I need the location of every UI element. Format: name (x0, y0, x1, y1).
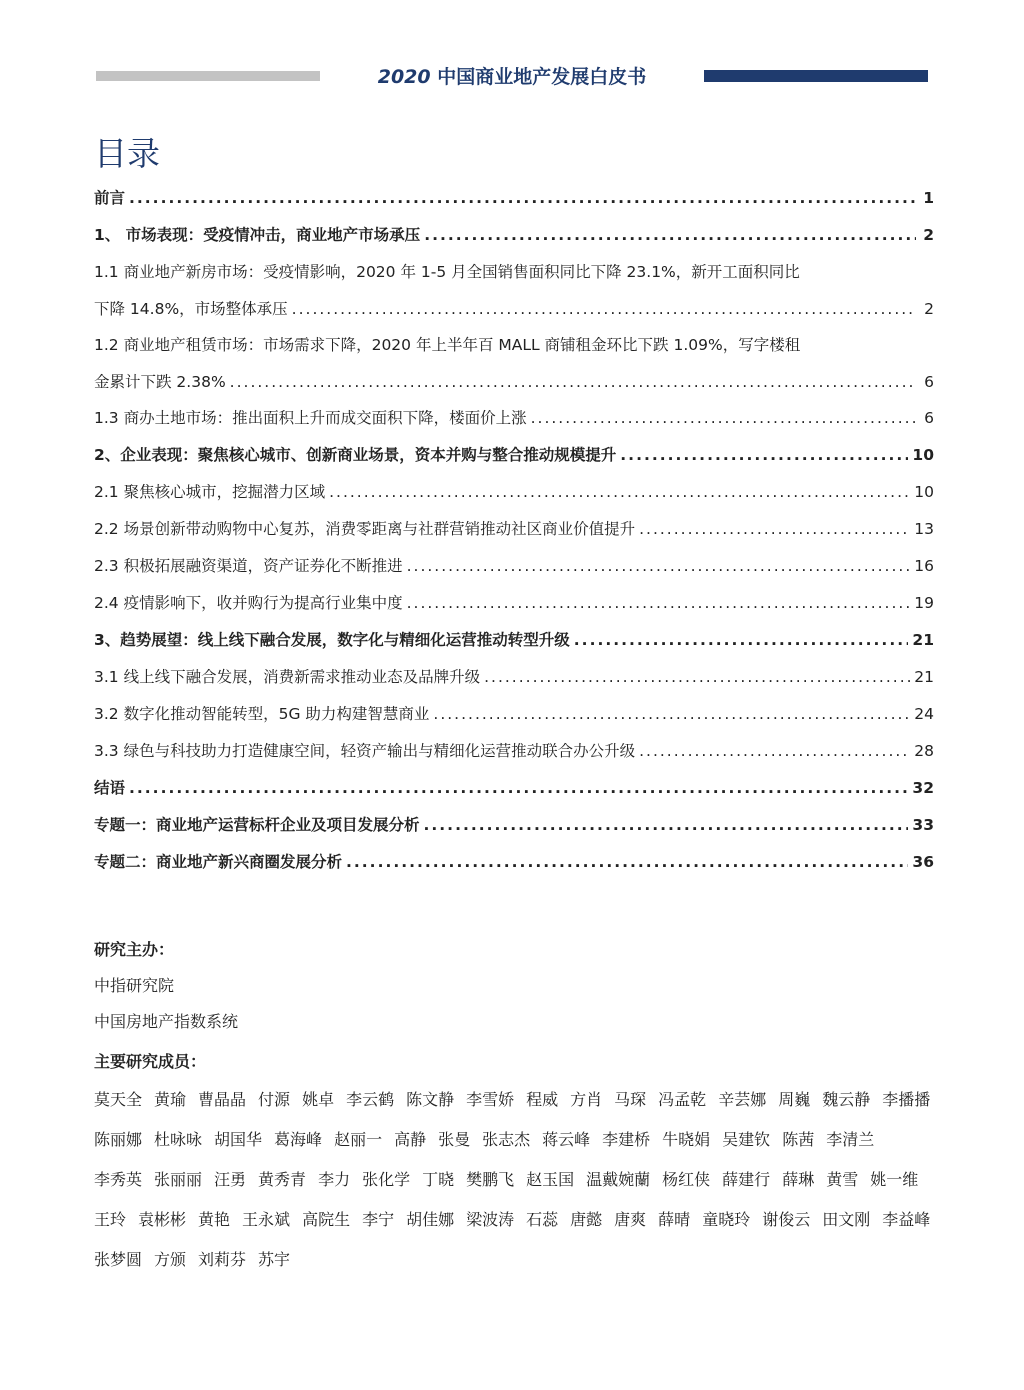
toc-leader-dots (433, 705, 910, 723)
member-name: 李云鹤 (346, 1090, 395, 1109)
toc-page-number: 21 (914, 668, 934, 686)
toc-page-number: 24 (914, 705, 934, 723)
toc-leader-dots (407, 557, 911, 575)
toc-entry[interactable] (94, 628, 934, 665)
toc-entry[interactable] (94, 406, 934, 443)
toc-page-number: 28 (914, 742, 934, 760)
member-name: 李力 (318, 1170, 351, 1189)
member-name: 薛建行 (722, 1170, 771, 1189)
member-name: 陈丽娜 (94, 1130, 143, 1149)
member-name: 唐懿 (570, 1210, 603, 1229)
toc-entry[interactable] (94, 665, 934, 702)
member-name: 姚卓 (302, 1090, 335, 1109)
toc-page-number: 6 (924, 409, 934, 427)
header-title-text: 中国商业地产发展白皮书 (437, 66, 647, 88)
member-name: 袁彬彬 (138, 1210, 187, 1229)
member-name: 方颁 (154, 1250, 187, 1269)
member-name: 赵玉国 (526, 1170, 575, 1189)
toc-entry[interactable] (94, 554, 934, 591)
table-of-contents (94, 186, 934, 887)
toc-entry-title-cont: 金累计下跌 2.38% (94, 373, 226, 391)
member-name: 程威 (526, 1090, 559, 1109)
toc-page-number: 16 (914, 557, 934, 575)
toc-entry[interactable] (94, 370, 934, 406)
member-name: 蒋云峰 (542, 1130, 591, 1149)
toc-entry-title: 3.3 绿色与科技助力打造健康空间，轻资产输出与精细化运营推动联合办公升级 (94, 742, 636, 760)
toc-page-number: 21 (912, 631, 934, 649)
header-title (330, 62, 694, 89)
member-name: 温戴婉蘭 (586, 1170, 651, 1189)
toc-entry-title: 1、 市场表现：受疫情冲击，商业地产市场承压 (94, 226, 421, 244)
toc-entry-title: 1.1 商业地产新房市场：受疫情影响，2020 年 1-5 月全国销售面积同比下降 23.1%，新开工面积同比 (94, 263, 800, 281)
member-name: 胡佳娜 (406, 1210, 455, 1229)
header-bar-right (704, 70, 928, 82)
member-name: 张志杰 (482, 1130, 531, 1149)
member-name: 李清兰 (826, 1130, 875, 1149)
toc-leader-dots (129, 189, 916, 207)
member-name: 王永斌 (242, 1210, 291, 1229)
member-name: 曹晶晶 (198, 1090, 247, 1109)
toc-leader-dots (346, 853, 908, 871)
toc-leader-dots (639, 742, 910, 760)
toc-page-number: 10 (912, 446, 934, 464)
member-name: 葛海峰 (274, 1130, 323, 1149)
toc-entry-title: 专题二：商业地产新兴商圈发展分析 (94, 853, 343, 871)
member-name: 汪勇 (214, 1170, 247, 1189)
toc-entry-title-cont: 下降 14.8%，市场整体承压 (94, 300, 288, 318)
member-name: 马琛 (614, 1090, 647, 1109)
toc-leader-dots (484, 668, 910, 686)
toc-page-number: 36 (912, 853, 934, 871)
toc-leader-dots (424, 226, 916, 244)
toc-entry-title: 2.1 聚焦核心城市，挖掘潜力区域 (94, 483, 326, 501)
member-name: 赵丽一 (334, 1130, 383, 1149)
toc-entry[interactable] (94, 517, 934, 554)
member-name: 高静 (394, 1130, 427, 1149)
toc-entry[interactable] (94, 591, 934, 628)
member-name: 黄雪 (826, 1170, 859, 1189)
toc-entry[interactable] (94, 186, 934, 223)
member-name: 吴建钦 (722, 1130, 771, 1149)
member-name: 莫天全 (94, 1090, 143, 1109)
toc-page-number: 13 (914, 520, 934, 538)
page-title: 目录 (94, 134, 160, 173)
members-list (94, 1086, 944, 1286)
header-year: 2020 (377, 66, 431, 88)
toc-entry-title: 2.2 场景创新带动购物中心复苏，消费零距离与社群营销推动社区商业价值提升 (94, 520, 636, 538)
member-name: 李秀英 (94, 1170, 143, 1189)
member-name: 冯孟乾 (658, 1090, 707, 1109)
member-name: 陈文静 (406, 1090, 455, 1109)
member-name: 苏宇 (258, 1250, 291, 1269)
member-name: 陈茜 (782, 1130, 815, 1149)
toc-leader-dots (292, 300, 916, 318)
toc-entry-title: 2.3 积极拓展融资渠道，资产证券化不断推进 (94, 557, 403, 575)
toc-leader-dots (574, 631, 909, 649)
member-name: 李建桥 (602, 1130, 651, 1149)
toc-page-number: 19 (914, 594, 934, 612)
members-label: 主要研究成员： (94, 1052, 207, 1071)
toc-page-number: 6 (924, 373, 934, 391)
member-name: 张化学 (362, 1170, 411, 1189)
toc-entry-title: 1.2 商业地产租赁市场：市场需求下降，2020 年上半年百 MALL 商铺租金环比下跌 1.09%，写字楼租 (94, 336, 801, 354)
member-name: 童晓玲 (702, 1210, 751, 1229)
member-name: 樊鹏飞 (466, 1170, 515, 1189)
member-name: 薛晴 (658, 1210, 691, 1229)
member-name: 薛琳 (782, 1170, 815, 1189)
toc-leader-dots (620, 446, 908, 464)
member-name: 辛芸娜 (718, 1090, 767, 1109)
toc-page-number: 2 (924, 300, 934, 318)
header-bar-left (96, 71, 320, 81)
member-name: 李益峰 (882, 1210, 931, 1229)
member-name: 黄瑜 (154, 1090, 187, 1109)
toc-entry-title: 前言 (94, 189, 126, 207)
member-name: 方肖 (570, 1090, 603, 1109)
toc-entry-line[interactable] (94, 260, 934, 297)
toc-page-number: 32 (912, 779, 934, 797)
member-name: 王玲 (94, 1210, 127, 1229)
toc-leader-dots (639, 520, 910, 538)
toc-page-number: 1 (923, 189, 934, 207)
member-name: 张曼 (438, 1130, 471, 1149)
sponsor-label: 研究主办： (94, 940, 175, 959)
member-name: 付源 (258, 1090, 291, 1109)
toc-leader-dots (129, 779, 908, 797)
toc-entry-title: 1.3 商办土地市场：推出面积上升而成交面积下降，楼面价上涨 (94, 409, 527, 427)
member-name: 李雪娇 (466, 1090, 515, 1109)
member-name: 张丽丽 (154, 1170, 203, 1189)
member-name: 唐爽 (614, 1210, 647, 1229)
toc-entry[interactable] (94, 702, 934, 739)
sponsor-org: 中国房地产指数系统 (94, 1012, 239, 1031)
toc-page-number: 2 (923, 226, 934, 244)
toc-entry[interactable] (94, 813, 934, 850)
page-header (0, 0, 1024, 100)
member-name: 田文刚 (822, 1210, 871, 1229)
member-name: 杜咏咏 (154, 1130, 203, 1149)
toc-leader-dots (329, 483, 910, 501)
member-name: 牛晓娟 (662, 1130, 711, 1149)
member-name: 刘莉芬 (198, 1250, 247, 1269)
member-name: 梁波涛 (466, 1210, 515, 1229)
member-name: 石蕊 (526, 1210, 559, 1229)
member-name: 魏云静 (822, 1090, 871, 1109)
member-name: 黄艳 (198, 1210, 231, 1229)
toc-entry[interactable] (94, 776, 934, 813)
toc-leader-dots (424, 816, 909, 834)
member-name: 黄秀青 (258, 1170, 307, 1189)
toc-entry[interactable] (94, 223, 934, 260)
toc-page-number: 10 (914, 483, 934, 501)
member-name: 李播播 (882, 1090, 931, 1109)
credits (94, 938, 944, 1286)
toc-entry-line[interactable] (94, 333, 934, 370)
toc-entry[interactable] (94, 443, 934, 480)
toc-leader-dots (531, 409, 916, 427)
toc-leader-dots (230, 373, 916, 391)
member-name: 姚一维 (870, 1170, 919, 1189)
toc-entry[interactable] (94, 480, 934, 517)
member-name: 杨红侠 (662, 1170, 711, 1189)
toc-entry[interactable] (94, 297, 934, 333)
member-name: 李宁 (362, 1210, 395, 1229)
member-name: 周巍 (778, 1090, 811, 1109)
member-name: 张梦圆 (94, 1250, 143, 1269)
toc-page-number: 33 (912, 816, 934, 834)
member-name: 胡国华 (214, 1130, 263, 1149)
member-name: 丁晓 (422, 1170, 455, 1189)
toc-leader-dots (407, 594, 911, 612)
toc-entry-title: 3.1 线上线下融合发展，消费新需求推动业态及品牌升级 (94, 668, 481, 686)
member-name: 谢俊云 (762, 1210, 811, 1229)
toc-entry-title: 结语 (94, 779, 126, 797)
toc-entry-title: 2、企业表现：聚焦核心城市、创新商业场景，资本并购与整合推动规模提升 (94, 446, 617, 464)
sponsor-org: 中指研究院 (94, 976, 175, 995)
toc-entry[interactable] (94, 739, 934, 776)
member-name: 高院生 (302, 1210, 351, 1229)
toc-entry[interactable] (94, 850, 934, 887)
toc-entry-title: 3、趋势展望：线上线下融合发展，数字化与精细化运营推动转型升级 (94, 631, 570, 649)
toc-entry-title: 2.4 疫情影响下，收并购行为提高行业集中度 (94, 594, 403, 612)
toc-entry-title: 3.2 数字化推动智能转型，5G 助力构建智慧商业 (94, 705, 430, 723)
toc-entry-title: 专题一：商业地产运营标杆企业及项目发展分析 (94, 816, 420, 834)
